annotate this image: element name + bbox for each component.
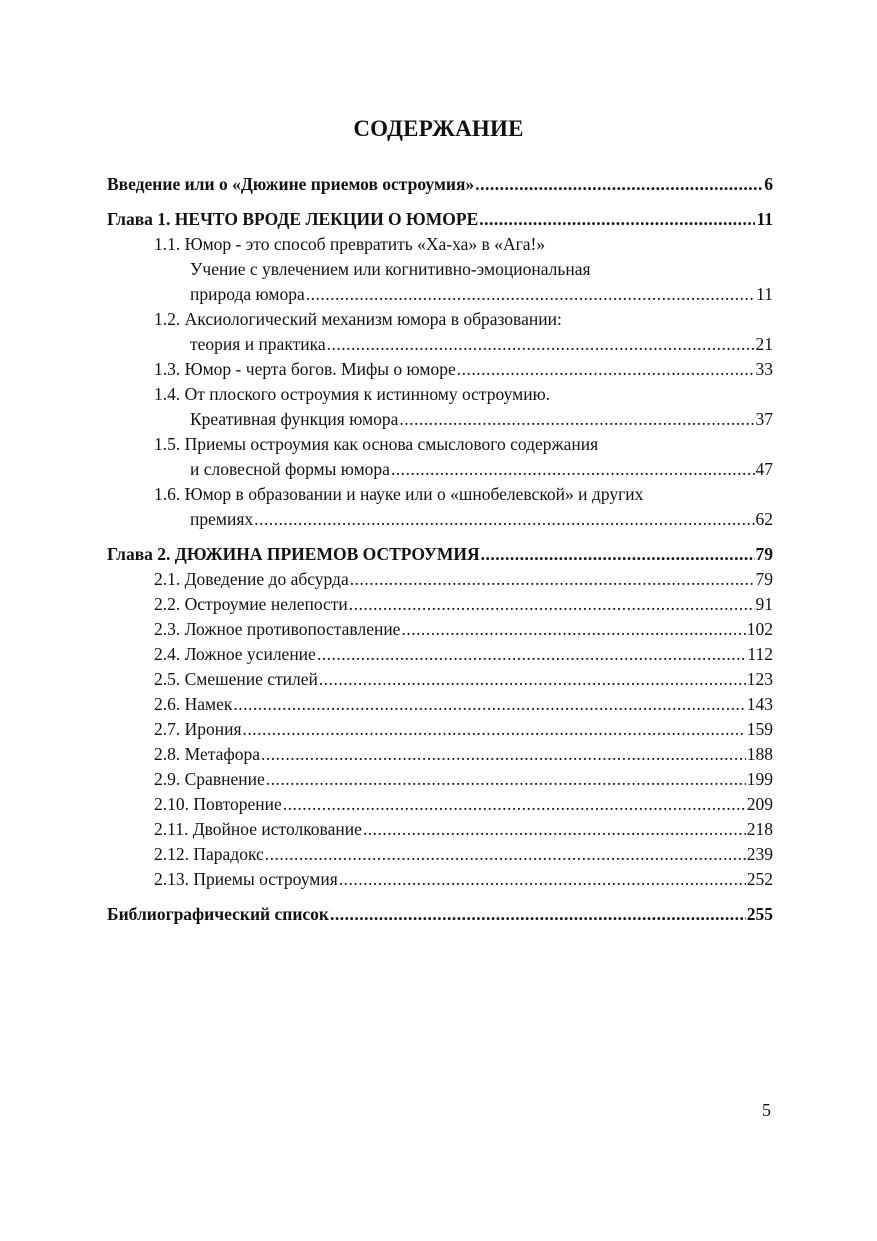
toc-entry-label: премиях [190, 509, 254, 529]
toc-section-1-6[interactable] [107, 507, 773, 532]
dot-leader [457, 357, 755, 382]
toc-page-number: 33 [755, 359, 773, 379]
toc-section[interactable] [107, 592, 773, 617]
dot-leader [265, 842, 746, 867]
dot-leader [349, 592, 755, 617]
toc-page-number: 252 [746, 869, 773, 889]
toc-section[interactable] [107, 567, 773, 592]
toc-section-1-1[interactable] [107, 282, 773, 307]
toc-entry-label: теория и практика [190, 334, 326, 354]
toc-entry-label: 2.5. Смешение стилей [154, 669, 318, 689]
toc-page-number: 47 [755, 459, 773, 479]
dot-leader [317, 642, 747, 667]
toc-page-number: 123 [746, 669, 773, 689]
toc-page-number: 199 [746, 769, 773, 789]
toc-page-number: 79 [755, 569, 773, 589]
toc-section-1-1-line2[interactable]: Учение с увлечением или когнитивно-эмоциональная [190, 259, 591, 279]
toc-section[interactable] [107, 692, 773, 717]
dot-leader [283, 792, 746, 817]
toc-entry-label: Библиографический список [107, 904, 330, 924]
toc-chapter-label: Глава 1. НЕЧТО ВРОДЕ ЛЕКЦИИ О ЮМОРЕ [107, 209, 479, 229]
toc-page-number: 6 [764, 174, 773, 194]
table-of-contents [107, 172, 773, 927]
toc-page-number: 209 [746, 794, 773, 814]
dot-leader [481, 542, 755, 567]
toc-section-1-4[interactable] [107, 407, 773, 432]
toc-entry-label: 2.7. Ирония [154, 719, 242, 739]
dot-leader [306, 282, 755, 307]
toc-entry-label: 2.12. Парадокс [154, 844, 264, 864]
toc-page-number: 37 [755, 409, 773, 429]
dot-leader [339, 867, 746, 892]
dot-leader [363, 817, 746, 842]
dot-leader [319, 667, 746, 692]
toc-page-number: 239 [746, 844, 773, 864]
toc-section[interactable] [107, 742, 773, 767]
toc-entry-label: 2.9. Сравнение [154, 769, 265, 789]
toc-section[interactable] [107, 817, 773, 842]
toc-section[interactable] [107, 617, 773, 642]
dot-leader [233, 692, 745, 717]
toc-entry-intro[interactable] [107, 172, 773, 197]
toc-section[interactable] [107, 792, 773, 817]
dot-leader [391, 457, 755, 482]
toc-section-1-5[interactable] [107, 457, 773, 482]
toc-page-number: 79 [755, 544, 773, 564]
toc-section-1-3[interactable] [107, 357, 773, 382]
toc-page-number: 159 [746, 719, 773, 739]
toc-entry-label: Креативная функция юмора [190, 409, 399, 429]
dot-leader [266, 767, 746, 792]
dot-leader [330, 902, 746, 927]
toc-entry-label: 2.1. Доведение до абсурда [154, 569, 349, 589]
toc-entry-label: 2.13. Приемы остроумия [154, 869, 338, 889]
toc-page-number: 255 [746, 904, 773, 924]
dot-leader [254, 507, 754, 532]
toc-page-number: 91 [755, 594, 773, 614]
toc-section-1-4-line1[interactable]: 1.4. От плоского остроумия к истинному остроумию. [154, 384, 551, 404]
page-number: 5 [762, 1100, 771, 1120]
toc-page-number: 11 [756, 284, 773, 304]
dot-leader [261, 742, 746, 767]
dot-leader [401, 617, 745, 642]
toc-chapter-label: Глава 2. ДЮЖИНА ПРИЕМОВ ОСТРОУМИЯ [107, 544, 480, 564]
toc-entry-label: природа юмора [190, 284, 305, 304]
dot-leader [327, 332, 755, 357]
toc-section-1-5-line1[interactable]: 1.5. Приемы остроумия как основа смыслового содержания [154, 434, 599, 454]
toc-page-number: 11 [756, 209, 773, 229]
dot-leader [399, 407, 754, 432]
toc-entry-label: 2.2. Остроумие нелепости [154, 594, 348, 614]
toc-page-number: 218 [746, 819, 773, 839]
toc-chapter-2-sections [107, 567, 773, 892]
page-title: СОДЕРЖАНИЕ [353, 116, 524, 141]
dot-leader [479, 207, 755, 232]
toc-entry-bibliography[interactable] [107, 902, 773, 927]
toc-entry-label: и словесной формы юмора [190, 459, 390, 479]
toc-page-number: 112 [747, 644, 773, 664]
dot-leader [475, 172, 763, 197]
dot-leader [243, 717, 746, 742]
toc-entry-label: Введение или о «Дюжине приемов остроумия» [107, 174, 475, 194]
toc-chapter-2[interactable] [107, 542, 773, 567]
toc-entry-label: 2.3. Ложное противопоставление [154, 619, 401, 639]
toc-page-number: 102 [746, 619, 773, 639]
toc-entry-label: 2.6. Намек [154, 694, 233, 714]
toc-entry-label: 2.4. Ложное усиление [154, 644, 316, 664]
toc-section-1-2[interactable] [107, 332, 773, 357]
toc-entry-label: 1.3. Юмор - черта богов. Мифы о юморе [154, 359, 456, 379]
toc-entry-label: 2.10. Повторение [154, 794, 282, 814]
toc-entry-label: 2.11. Двойное истолкование [154, 819, 362, 839]
toc-section-1-2-line1[interactable]: 1.2. Аксиологический механизм юмора в образовании: [154, 309, 562, 329]
toc-section[interactable] [107, 667, 773, 692]
toc-section[interactable] [107, 842, 773, 867]
toc-entry-label: 2.8. Метафора [154, 744, 260, 764]
toc-section-1-6-line1[interactable]: 1.6. Юмор в образовании и науке или о «шнобелевской» и других [154, 484, 644, 504]
dot-leader [350, 567, 755, 592]
toc-page-number: 21 [755, 334, 773, 354]
toc-section-1-1-line1[interactable]: 1.1. Юмор - это способ превратить «Ха-ха» в «Ага!» [154, 234, 546, 254]
toc-section[interactable] [107, 867, 773, 892]
toc-page-number: 143 [746, 694, 773, 714]
toc-chapter-1[interactable] [107, 207, 773, 232]
toc-section[interactable] [107, 717, 773, 742]
toc-section[interactable] [107, 642, 773, 667]
toc-page-number: 62 [755, 509, 773, 529]
toc-page-number: 188 [746, 744, 773, 764]
toc-section[interactable] [107, 767, 773, 792]
